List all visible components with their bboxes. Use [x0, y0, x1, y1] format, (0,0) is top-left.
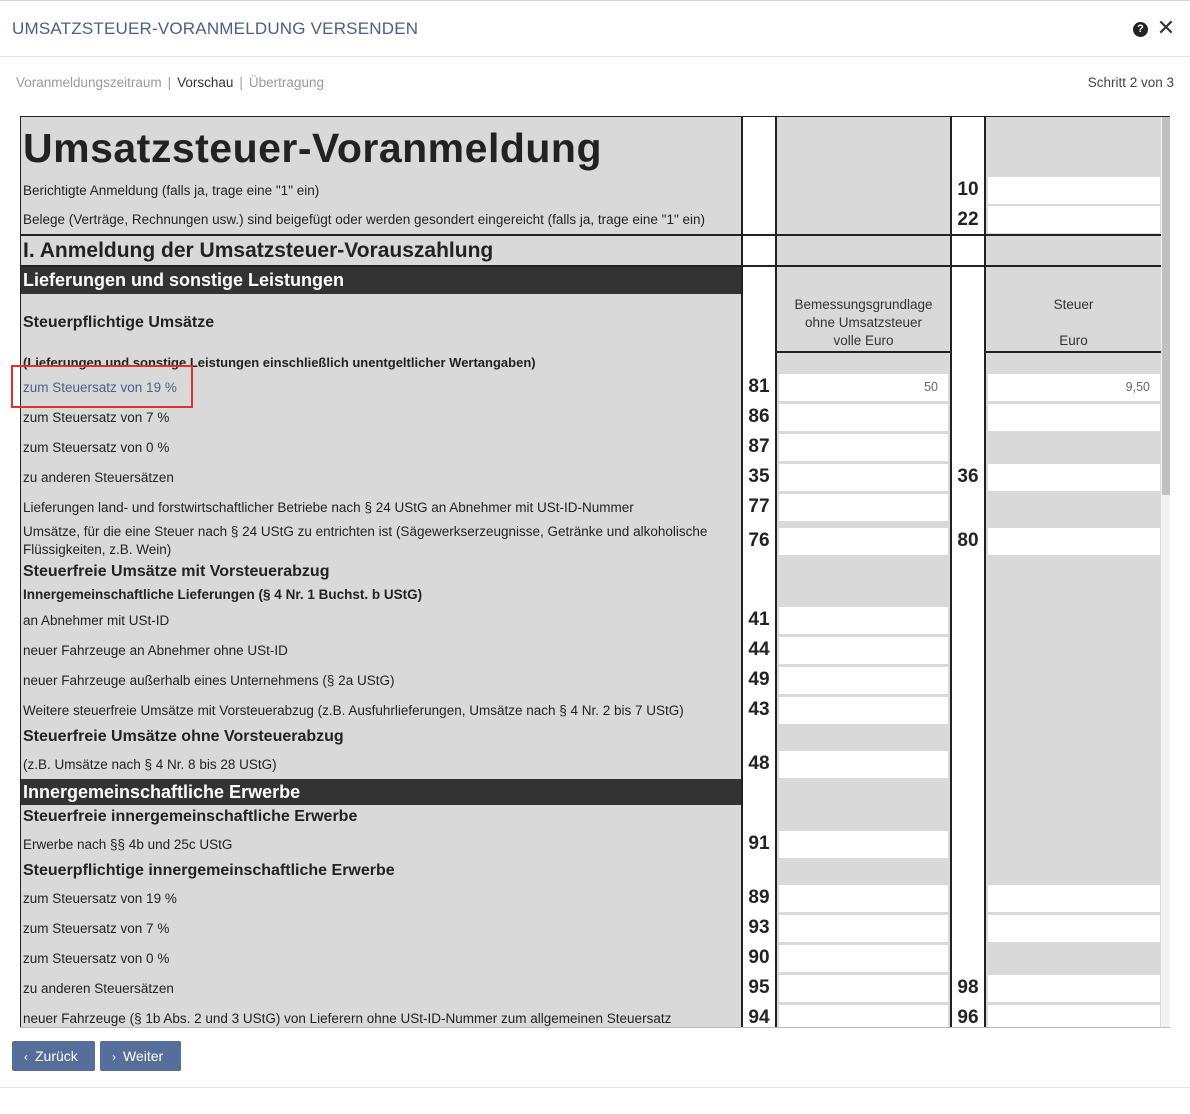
- kz-44: 44: [742, 635, 776, 665]
- input-kz-93[interactable]: [779, 915, 948, 942]
- subsection-title: Steuerpflichtige Umsätze: [21, 294, 742, 352]
- help-icon[interactable]: ?: [1133, 22, 1148, 37]
- kz-22: 22: [951, 205, 985, 235]
- breadcrumb-step-period[interactable]: Voranmeldungszeitraum: [16, 75, 162, 90]
- col-head-line: Bemessungsgrundlage: [794, 296, 933, 312]
- row-label: Belege (Verträge, Rechnungen usw.) sind beigefügt oder werden gesondert eingereicht (falls ja, trage eine "1" ein): [21, 205, 742, 235]
- subsection-note: (Lieferungen und sonstige Leistungen einschließlich unentgeltlicher Wertangaben): [21, 352, 742, 372]
- input-kz-22[interactable]: [988, 206, 1160, 233]
- section-title: Lieferungen und sonstige Leistungen: [21, 266, 742, 294]
- form-preview[interactable]: [20, 116, 1170, 1027]
- subsection-title: Steuerfreie Umsätze mit Vorsteuerabzug: [21, 560, 742, 583]
- kz-91: 91: [742, 829, 776, 859]
- kz-49: 49: [742, 665, 776, 695]
- section-title: Innergemeinschaftliche Erwerbe: [21, 779, 742, 805]
- row-label: (z.B. Umsätze nach § 4 Nr. 8 bis 28 UStG): [21, 749, 742, 779]
- kz-36: 36: [951, 462, 985, 492]
- kz-35: 35: [742, 462, 776, 492]
- input-kz-44[interactable]: [779, 637, 948, 664]
- input-kz-87[interactable]: [779, 434, 948, 461]
- subsection-title: Innergemeinschaftliche Lieferungen (§ 4 Nr. 1 Buchst. b UStG): [21, 583, 742, 605]
- input-kz-89[interactable]: [779, 885, 948, 912]
- form-bottom-border: [20, 1027, 1170, 1028]
- scrollbar-thumb[interactable]: [1162, 117, 1170, 495]
- row-label: Weitere steuerfreie Umsätze mit Vorsteuerabzug (z.B. Ausfuhrlieferungen, Umsätze nach § 4 Nr. 2 bis 7 UStG): [21, 695, 742, 725]
- row-label: Berichtigte Anmeldung (falls ja, trage eine "1" ein): [21, 175, 742, 205]
- input-kz-81[interactable]: 50: [779, 374, 948, 401]
- row-label: zum Steuersatz von 0 %: [21, 943, 742, 973]
- tax-kz-89[interactable]: [988, 885, 1160, 912]
- kz-89: 89: [742, 883, 776, 913]
- col-head-line: Euro: [1059, 332, 1088, 348]
- row-label: zum Steuersatz von 7 %: [21, 402, 742, 432]
- kz-86: 86: [742, 402, 776, 432]
- breadcrumb-step-preview: Vorschau: [177, 75, 234, 90]
- vat-form-table: [21, 117, 1161, 1027]
- subsection-title: Steuerfreie innergemeinschaftliche Erwerbe: [21, 805, 742, 829]
- tax-kz-86[interactable]: [988, 404, 1160, 431]
- kz-41: 41: [742, 605, 776, 635]
- input-kz-90[interactable]: [779, 945, 948, 972]
- input-kz-91[interactable]: [779, 831, 948, 858]
- row-label: zum Steuersatz von 19 %: [21, 883, 742, 913]
- modal-title: UMSATZSTEUER-VORANMELDUNG VERSENDEN: [12, 19, 419, 38]
- column-header-bemessung: [776, 294, 951, 352]
- subsection-title: Steuerfreie Umsätze ohne Vorsteuerabzug: [21, 725, 742, 749]
- input-kz-95[interactable]: [779, 975, 948, 1002]
- breadcrumb: [16, 75, 324, 90]
- kz-94: 94: [742, 1003, 776, 1027]
- kz-77: 77: [742, 492, 776, 522]
- kz-10: 10: [951, 175, 985, 205]
- back-button-label: Zurück: [35, 1048, 78, 1064]
- next-button-label: Weiter: [123, 1048, 164, 1064]
- subsection-title: Steuerpflichtige innergemeinschaftliche Erwerbe: [21, 859, 742, 883]
- footer-divider: [0, 1087, 1190, 1088]
- breadcrumb-separator: |: [167, 75, 172, 90]
- input-kz-80[interactable]: [988, 528, 1160, 555]
- col-head-line: volle Euro: [833, 332, 894, 348]
- breadcrumb-step-transfer: Übertragung: [248, 75, 324, 90]
- step-indicator: Schritt 2 von 3: [1087, 75, 1174, 90]
- col-head-spacer: [986, 314, 1161, 332]
- input-kz-86[interactable]: [779, 404, 948, 431]
- input-kz-94[interactable]: [779, 1005, 948, 1028]
- kz-80: 80: [951, 522, 985, 560]
- tax-kz-93[interactable]: [988, 915, 1160, 942]
- kz-81: 81: [742, 372, 776, 402]
- row-label: Erwerbe nach §§ 4b und 25c UStG: [21, 829, 742, 859]
- row-label: Lieferungen land- und forstwirtschaftlicher Betriebe nach § 24 UStG an Abnehmer mit USt-ID-Nummer: [21, 492, 742, 522]
- input-kz-96[interactable]: [988, 1005, 1160, 1028]
- kz-48: 48: [742, 749, 776, 779]
- close-icon[interactable]: ✕: [1156, 15, 1176, 40]
- input-kz-10[interactable]: [988, 177, 1160, 204]
- row-label: Umsätze, für die eine Steuer nach § 24 UStG zu entrichten ist (Sägewerkserzeugnisse, Getränke und alkoholische Flüssigkeiten, z.B. Wein): [21, 522, 742, 560]
- form-title: Umsatzsteuer-Voranmeldung: [21, 117, 742, 175]
- row-label: neuer Fahrzeuge an Abnehmer ohne USt-ID: [21, 635, 742, 665]
- row-label: zum Steuersatz von 0 %: [21, 432, 742, 462]
- tax-kz-81[interactable]: 9,50: [988, 374, 1160, 401]
- chevron-left-icon: ‹: [24, 1050, 28, 1064]
- kz-98: 98: [951, 973, 985, 1003]
- input-kz-77[interactable]: [779, 494, 948, 521]
- column-header-steuer: [985, 294, 1161, 352]
- kz-96: 96: [951, 1003, 985, 1027]
- input-kz-35[interactable]: [779, 464, 948, 491]
- row-label: an Abnehmer mit USt-ID: [21, 605, 742, 635]
- row-label: zum Steuersatz von 7 %: [21, 913, 742, 943]
- next-button[interactable]: [100, 1041, 181, 1071]
- breadcrumb-separator: |: [239, 75, 243, 90]
- kz-95: 95: [742, 973, 776, 1003]
- kz-87: 87: [742, 432, 776, 462]
- kz-76: 76: [742, 522, 776, 560]
- row-label-kz81[interactable]: zum Steuersatz von 19 %: [21, 372, 742, 402]
- section-title: I. Anmeldung der Umsatzsteuer-Vorauszahlung: [21, 235, 742, 266]
- kz-93: 93: [742, 913, 776, 943]
- input-kz-36[interactable]: [988, 464, 1160, 491]
- input-kz-43[interactable]: [779, 697, 948, 724]
- kz-90: 90: [742, 943, 776, 973]
- row-label: neuer Fahrzeuge außerhalb eines Unternehmens (§ 2a UStG): [21, 665, 742, 695]
- input-kz-98[interactable]: [988, 975, 1160, 1002]
- modal-header: [0, 0, 1190, 57]
- input-kz-41[interactable]: [779, 607, 948, 634]
- kz-43: 43: [742, 695, 776, 725]
- col-head-line: Steuer: [1053, 296, 1094, 312]
- chevron-right-icon: ›: [112, 1050, 116, 1064]
- col-head-line: ohne Umsatzsteuer: [804, 314, 923, 330]
- input-kz-76[interactable]: [779, 528, 948, 555]
- input-kz-49[interactable]: [779, 667, 948, 694]
- row-label: zu anderen Steuersätzen: [21, 462, 742, 492]
- row-label: zu anderen Steuersätzen: [21, 973, 742, 1003]
- input-kz-48[interactable]: [779, 751, 948, 778]
- back-button[interactable]: [12, 1041, 95, 1071]
- row-label: neuer Fahrzeuge (§ 1b Abs. 2 und 3 UStG) von Lieferern ohne USt-ID-Nummer zum allgemeinen Steuersatz: [21, 1003, 742, 1027]
